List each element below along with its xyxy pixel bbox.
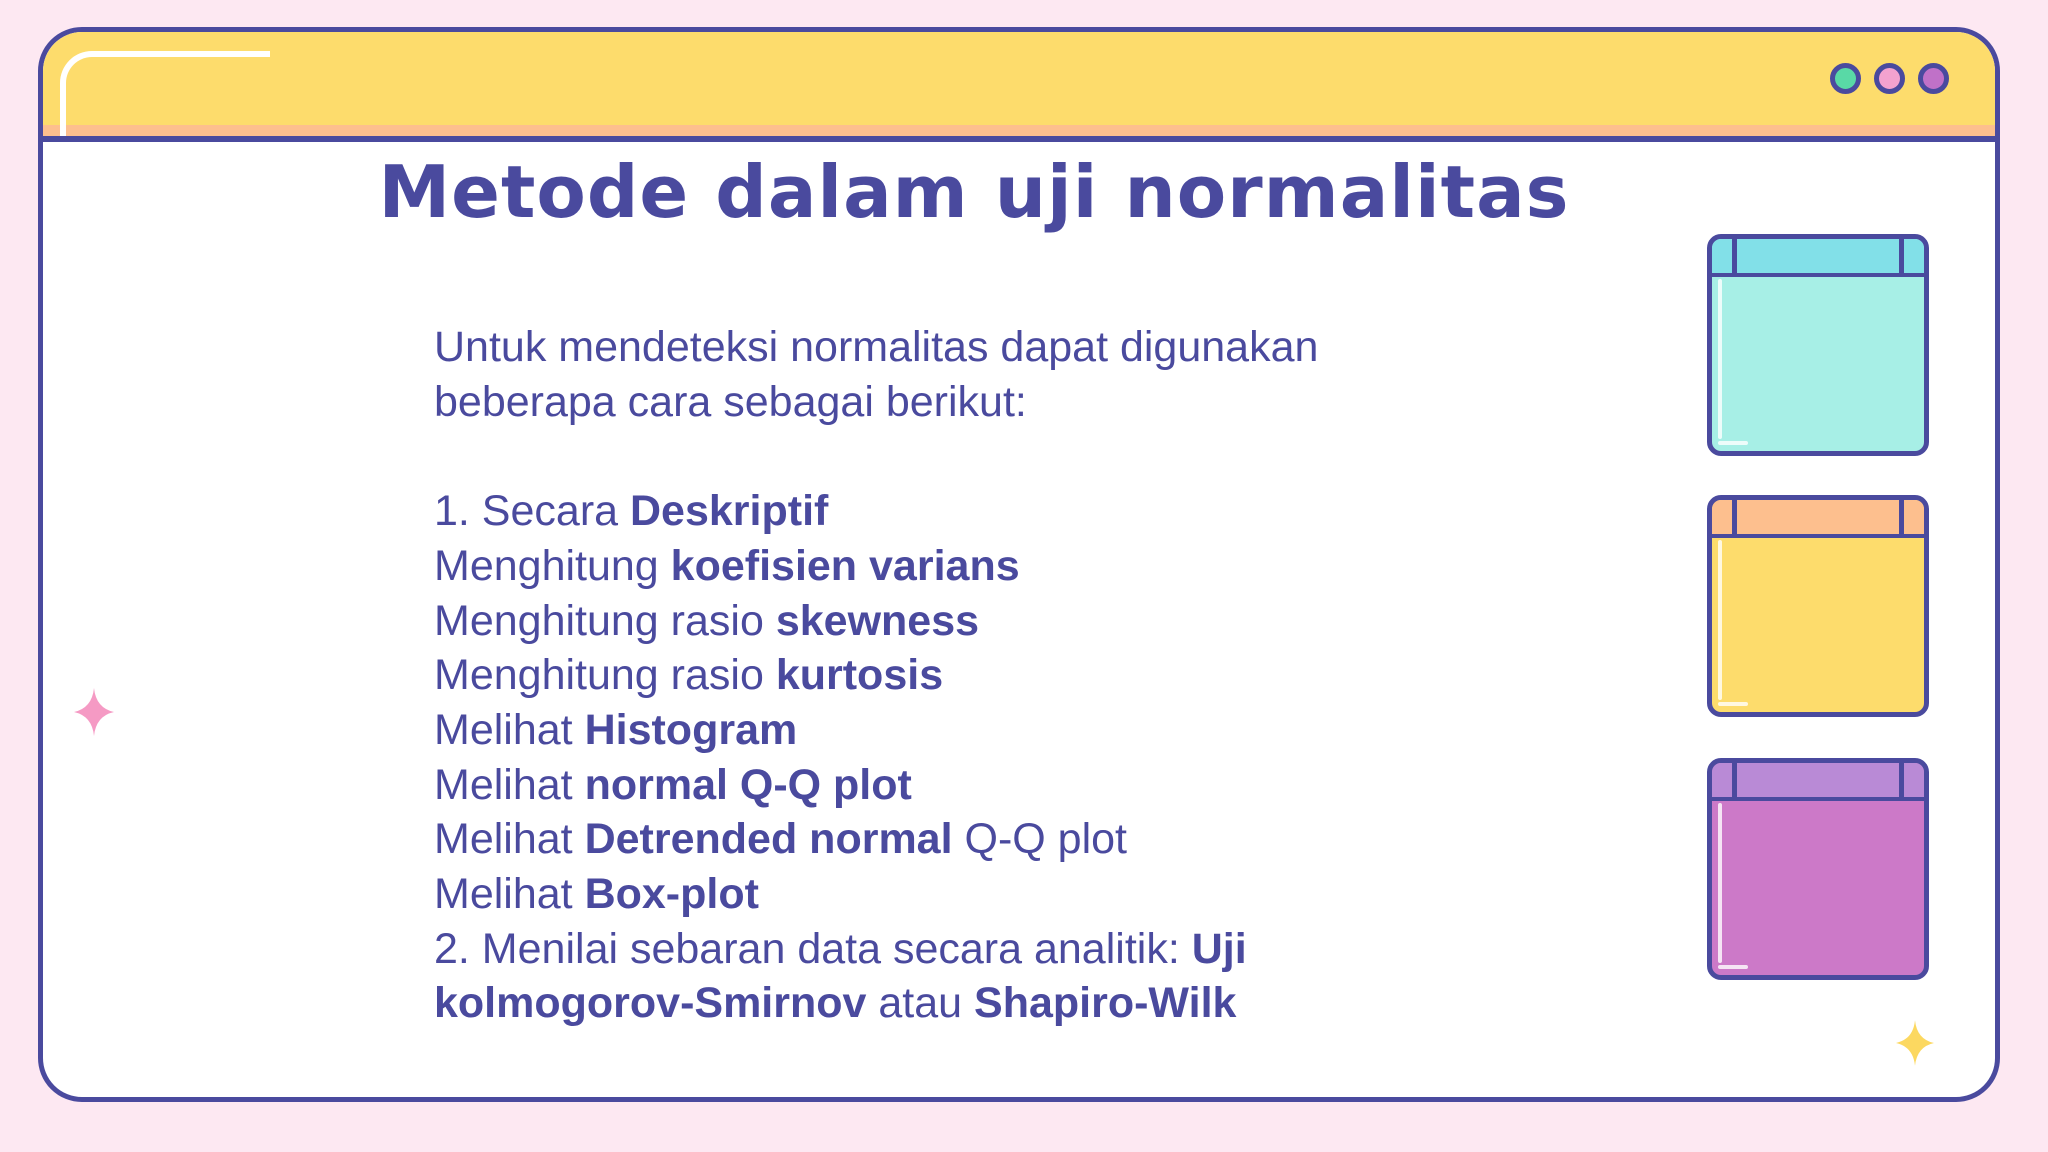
list-item: Melihat Detrended normal Q-Q plot: [434, 815, 1127, 864]
window-titlebar: [43, 32, 1995, 142]
list-item: kolmogorov-Smirnov atau Shapiro-Wilk: [434, 979, 1237, 1028]
decorative-card-teal: [1707, 234, 1929, 456]
list-item: 1. Secara Deskriptif: [434, 487, 829, 536]
list-item: Menghitung rasio skewness: [434, 596, 980, 645]
window-controls: [1830, 63, 1949, 94]
pink-sparkle-icon: [74, 688, 114, 736]
intro-line: beberapa cara sebagai berikut:: [434, 377, 1027, 426]
list-item: Menghitung rasio kurtosis: [434, 651, 944, 700]
list-item: Menghitung koefisien varians: [434, 541, 1020, 590]
green-dot-icon: [1830, 63, 1861, 94]
decorative-card-purple: [1707, 758, 1929, 980]
slide-body: [434, 320, 1584, 1031]
slide-title: Metode dalam uji normalitas: [378, 150, 1570, 234]
pink-dot-icon: [1874, 63, 1905, 94]
purple-dot-icon: [1918, 63, 1949, 94]
list-item: 2. Menilai sebaran data secara analitik: Uji: [434, 924, 1247, 973]
list-item: Melihat normal Q-Q plot: [434, 760, 912, 809]
decorative-card-yellow: [1707, 495, 1929, 717]
titlebar-highlight: [60, 51, 270, 136]
yellow-sparkle-icon: [1896, 1020, 1934, 1066]
intro-line: Untuk mendeteksi normalitas dapat digunakan: [434, 323, 1319, 371]
titlebar-stripe: [43, 125, 1995, 136]
list-item: Melihat Histogram: [434, 705, 798, 754]
list-item: Melihat Box-plot: [434, 870, 759, 919]
